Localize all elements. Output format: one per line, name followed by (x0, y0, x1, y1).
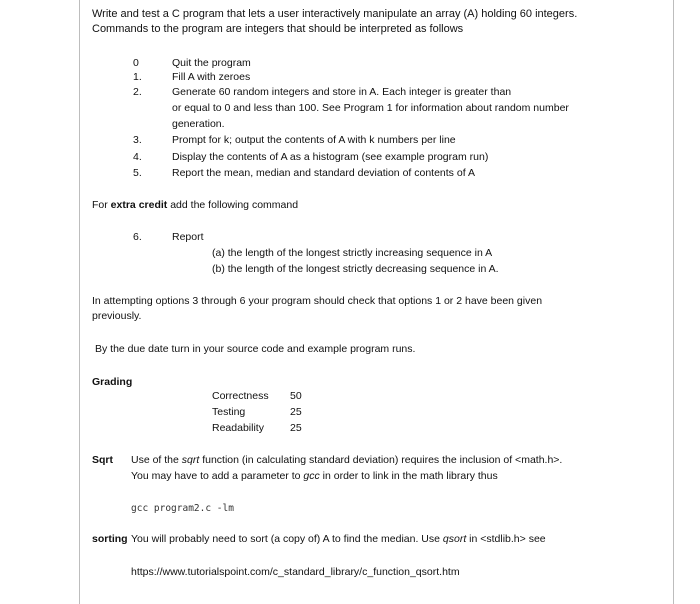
gcc-name: gcc (303, 470, 320, 482)
command-number: 5. (133, 167, 142, 179)
command-text: Generate 60 random integers and store in A. Each integer is greater than (172, 86, 512, 98)
grading-label: Testing (212, 406, 246, 418)
sqrt-line-1-pre: Use of the (131, 454, 182, 466)
extra-credit-item-a: (a) the length of the longest strictly increasing sequence in A (212, 247, 493, 259)
sqrt-line-2 (131, 470, 498, 483)
command-text: Quit the program (172, 57, 251, 69)
sqrt-line-2-post: in order to link in the math library thus (319, 470, 498, 482)
grading-points: 50 (290, 390, 302, 402)
sqrt-function-name: sqrt (181, 454, 200, 466)
sorting-line-post: in <stdlib.h> see (466, 533, 546, 545)
command-number: 4. (133, 151, 142, 163)
qsort-url: https://www.tutorialspoint.com/c_standard_library/c_function_qsort.htm (131, 566, 460, 578)
attempting-line-1: In attempting options 3 through 6 your program should check that options 1 or 2 have been given (92, 295, 543, 307)
sqrt-line-2-pre: You may have to add a parameter to (131, 470, 304, 482)
sqrt-line-1 (131, 454, 562, 467)
command-text: Display the contents of A as a histogram (see example program run) (172, 151, 489, 163)
command-text: or equal to 0 and less than 100. See Program 1 for information about random number (172, 102, 569, 114)
gcc-command: gcc program2.c -lm (131, 503, 234, 514)
command-number: 3. (133, 134, 142, 146)
extra-credit-item-b: (b) the length of the longest strictly decreasing sequence in A. (212, 263, 499, 275)
grading-label: Correctness (212, 390, 269, 402)
command-number: 2. (133, 86, 142, 98)
command-text: generation. (172, 118, 225, 130)
attempting-line-2: previously. (92, 310, 142, 322)
grading-label: Readability (212, 422, 264, 434)
sorting-line-pre: You will probably need to sort (a copy of) A to find the median. Use (131, 533, 443, 545)
command-number: 0 (133, 57, 139, 69)
intro-line-2: Commands to the program are integers that should be interpreted as follows (92, 23, 464, 35)
grading-points: 25 (290, 422, 302, 434)
command-number: 6. (133, 231, 142, 243)
grading-points: 25 (290, 406, 302, 418)
due-date-line: By the due date turn in your source code and example program runs. (95, 343, 416, 355)
sqrt-line-1-post: function (in calculating standard deviation) requires the inclusion of <math.h>. (199, 454, 563, 466)
extra-credit-suffix: add the following command (167, 199, 299, 211)
intro-line-1: Write and test a C program that lets a user interactively manipulate an array (A) holding 60 integers. (92, 8, 578, 20)
sorting-heading: sorting (92, 533, 128, 545)
sqrt-heading: Sqrt (92, 454, 113, 466)
qsort-name: qsort (442, 533, 467, 545)
extra-credit-prefix: For (92, 199, 111, 211)
extra-credit-line (92, 199, 298, 212)
sorting-line (131, 533, 546, 546)
command-text: Report the mean, median and standard deviation of contents of A (172, 167, 475, 179)
left-border-line (79, 0, 80, 604)
command-text: Report (172, 231, 204, 243)
right-border-line (673, 0, 674, 604)
command-number: 1. (133, 71, 142, 83)
grading-heading: Grading (92, 376, 133, 388)
extra-credit-emphasis: extra credit (110, 199, 168, 211)
command-text: Prompt for k; output the contents of A with k numbers per line (172, 134, 456, 146)
command-text: Fill A with zeroes (172, 71, 251, 83)
